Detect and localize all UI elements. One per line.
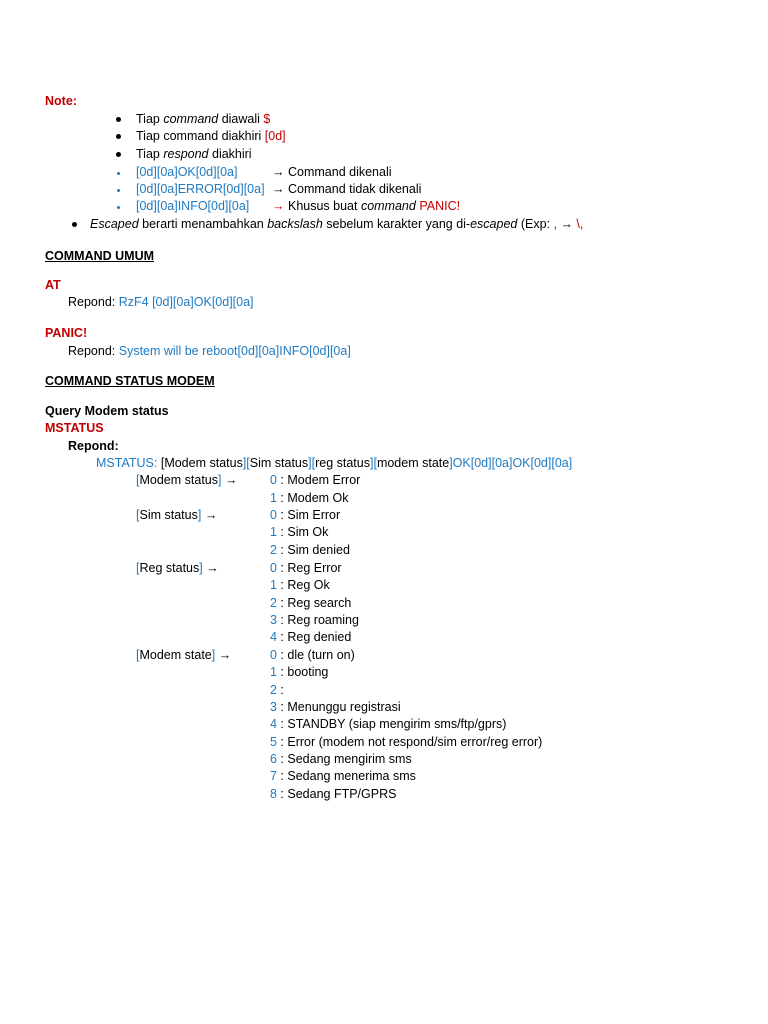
arrow-right-icon: →: [272, 165, 285, 179]
value: RzF4 [0d][0a]OK[0d][0a]: [118, 295, 254, 309]
text: :: [276, 683, 284, 697]
text: Tiap: [136, 147, 164, 161]
text: [: [136, 648, 140, 662]
note-bullet-2: [136, 128, 286, 145]
bullet-icon: [116, 134, 121, 139]
panic-response: [68, 343, 351, 360]
text: \,: [576, 217, 584, 231]
mstatus-format: [96, 455, 572, 472]
response-error-desc: [272, 181, 421, 198]
text: : Reg search: [276, 596, 352, 610]
query-title: Query Modem status: [45, 404, 169, 418]
text: : Reg Error: [276, 561, 342, 575]
code: 1: [270, 578, 277, 592]
bullet-icon: [72, 222, 77, 227]
text: : Sim denied: [276, 543, 350, 557]
label: Repond:: [68, 344, 119, 358]
text: [: [136, 473, 140, 487]
text: : Sedang mengirim sms: [276, 752, 412, 766]
text: Sim status: [249, 456, 309, 470]
list-item: [270, 768, 416, 785]
list-item: [270, 560, 342, 577]
text: Reg status: [139, 561, 200, 575]
list-item: [270, 507, 340, 524]
response-info-code: [0d][0a]INFO[0d][0a]: [136, 199, 250, 213]
text: : booting: [276, 665, 329, 679]
response-ok-code: [0d][0a]OK[0d][0a]: [136, 165, 238, 179]
group-label-sim-status: [136, 507, 217, 524]
text: command: [360, 199, 416, 213]
text: [: [160, 456, 165, 470]
text: ][: [369, 456, 377, 470]
bullet-icon: [116, 117, 121, 122]
code: 3: [270, 700, 277, 714]
text: berarti menambahkan: [138, 217, 268, 231]
text: : dle (turn on): [276, 648, 355, 662]
text: : Modem Ok: [276, 491, 349, 505]
list-item: [270, 490, 349, 507]
text: Modem state: [139, 648, 212, 662]
arrow-right-icon: →: [272, 199, 285, 213]
text: ]: [218, 473, 222, 487]
text: sebelum karakter yang di-: [322, 217, 471, 231]
text: Command dikenali: [287, 165, 392, 179]
text: : Reg roaming: [276, 613, 359, 627]
arrow-right-icon: →: [556, 217, 577, 231]
arrow-right-icon: →: [272, 182, 285, 196]
code: 0: [270, 473, 277, 487]
list-item: [270, 472, 360, 489]
arrow-right-icon: →: [224, 473, 238, 487]
text: PANIC!: [419, 199, 461, 213]
note-bullet-3: [136, 146, 252, 163]
text: Escaped: [90, 217, 139, 231]
text: Command tidak dikenali: [287, 182, 422, 196]
arrow-right-icon: →: [218, 648, 232, 662]
text: Sim status: [139, 508, 198, 522]
dollar-symbol: $: [263, 112, 271, 126]
text: : Sim Error: [276, 508, 341, 522]
code: 4: [270, 630, 277, 644]
code: 5: [270, 735, 277, 749]
escaped-note: [90, 216, 583, 233]
list-item: [270, 682, 284, 699]
text: modem state: [376, 456, 450, 470]
list-item: [270, 577, 330, 594]
text: [: [136, 508, 140, 522]
code: 0: [270, 561, 277, 575]
code: 0: [270, 648, 277, 662]
command-panic: PANIC!: [45, 326, 88, 340]
code: 1: [270, 525, 277, 539]
text: (Exp:: [517, 217, 554, 231]
note-label: Note:: [45, 94, 77, 108]
list-item: [270, 647, 355, 664]
text: OK[0d][0a]OK[0d][0a]: [452, 456, 573, 470]
code: 8: [270, 787, 277, 801]
text: Khusus buat: [287, 199, 361, 213]
text: Tiap: [136, 112, 164, 126]
code: 0: [270, 508, 277, 522]
text: : Reg denied: [276, 630, 352, 644]
code: 6: [270, 752, 277, 766]
label: Repond:: [68, 295, 119, 309]
text: : Sim Ok: [276, 525, 329, 539]
bullet-icon: [116, 152, 121, 157]
code: [0d]: [264, 129, 286, 143]
text: MSTATUS:: [96, 456, 161, 470]
text: : Menunggu registrasi: [276, 700, 401, 714]
command-at: AT: [45, 278, 61, 292]
list-item: [270, 734, 542, 751]
at-response: [68, 294, 254, 311]
group-label-reg-status: [136, 560, 219, 577]
list-item: [270, 524, 328, 541]
mstatus-repond-label: Repond:: [68, 439, 119, 453]
text: : STANDBY (siap mengirim sms/ftp/gprs): [276, 717, 507, 731]
sub-bullet-icon: [117, 206, 120, 209]
text: ][: [242, 456, 250, 470]
list-item: [270, 699, 401, 716]
text: escaped: [470, 217, 518, 231]
list-item: [270, 716, 506, 733]
text: ]: [211, 648, 216, 662]
text: backslash: [267, 217, 323, 231]
heading-command-status: COMMAND STATUS MODEM: [45, 374, 215, 388]
text: : Reg Ok: [276, 578, 330, 592]
text: diakhiri: [208, 147, 252, 161]
text: ]: [449, 456, 453, 470]
list-item: [270, 751, 412, 768]
arrow-right-icon: →: [206, 561, 219, 575]
text: Modem status: [164, 456, 243, 470]
text: : Modem Error: [276, 473, 361, 487]
text: : Sedang FTP/GPRS: [276, 787, 397, 801]
text: [: [136, 561, 140, 575]
code: 1: [270, 665, 277, 679]
sub-bullet-icon: [117, 172, 120, 175]
text: command: [163, 112, 219, 126]
text: Modem status: [139, 473, 218, 487]
response-ok-desc: [272, 164, 392, 181]
list-item: [270, 629, 351, 646]
text: ]: [199, 561, 203, 575]
heading-command-umum: COMMAND UMUM: [45, 249, 155, 263]
text: : Sedang menerima sms: [276, 769, 416, 783]
code: 2: [270, 543, 277, 557]
list-item: [270, 595, 351, 612]
code: 4: [270, 717, 277, 731]
text: reg status: [315, 456, 370, 470]
command-mstatus: MSTATUS: [45, 421, 104, 435]
note-bullet-1: [136, 111, 270, 128]
response-error-code: [0d][0a]ERROR[0d][0a]: [136, 182, 265, 196]
text: : Error (modem not respond/sim error/reg error): [276, 735, 543, 749]
group-label-modem-status: [136, 472, 237, 489]
code: 3: [270, 613, 277, 627]
arrow-right-icon: →: [204, 508, 218, 522]
sub-bullet-icon: [117, 189, 120, 192]
list-item: [270, 664, 328, 681]
text: ][: [308, 456, 316, 470]
text: ]: [197, 508, 202, 522]
text: Tiap command diakhiri: [136, 129, 265, 143]
group-label-modem-state: [136, 647, 231, 664]
code: 2: [270, 596, 277, 610]
list-item: [270, 612, 359, 629]
list-item: [270, 786, 396, 803]
response-info-desc: [272, 198, 460, 215]
code: 7: [270, 769, 277, 783]
code: 1: [270, 491, 277, 505]
value: System will be reboot[0d][0a]INFO[0d][0a]: [118, 344, 351, 358]
text: diawali: [218, 112, 264, 126]
text: respond: [163, 147, 209, 161]
list-item: [270, 542, 350, 559]
code: 2: [270, 683, 277, 697]
text: ,: [553, 217, 557, 231]
